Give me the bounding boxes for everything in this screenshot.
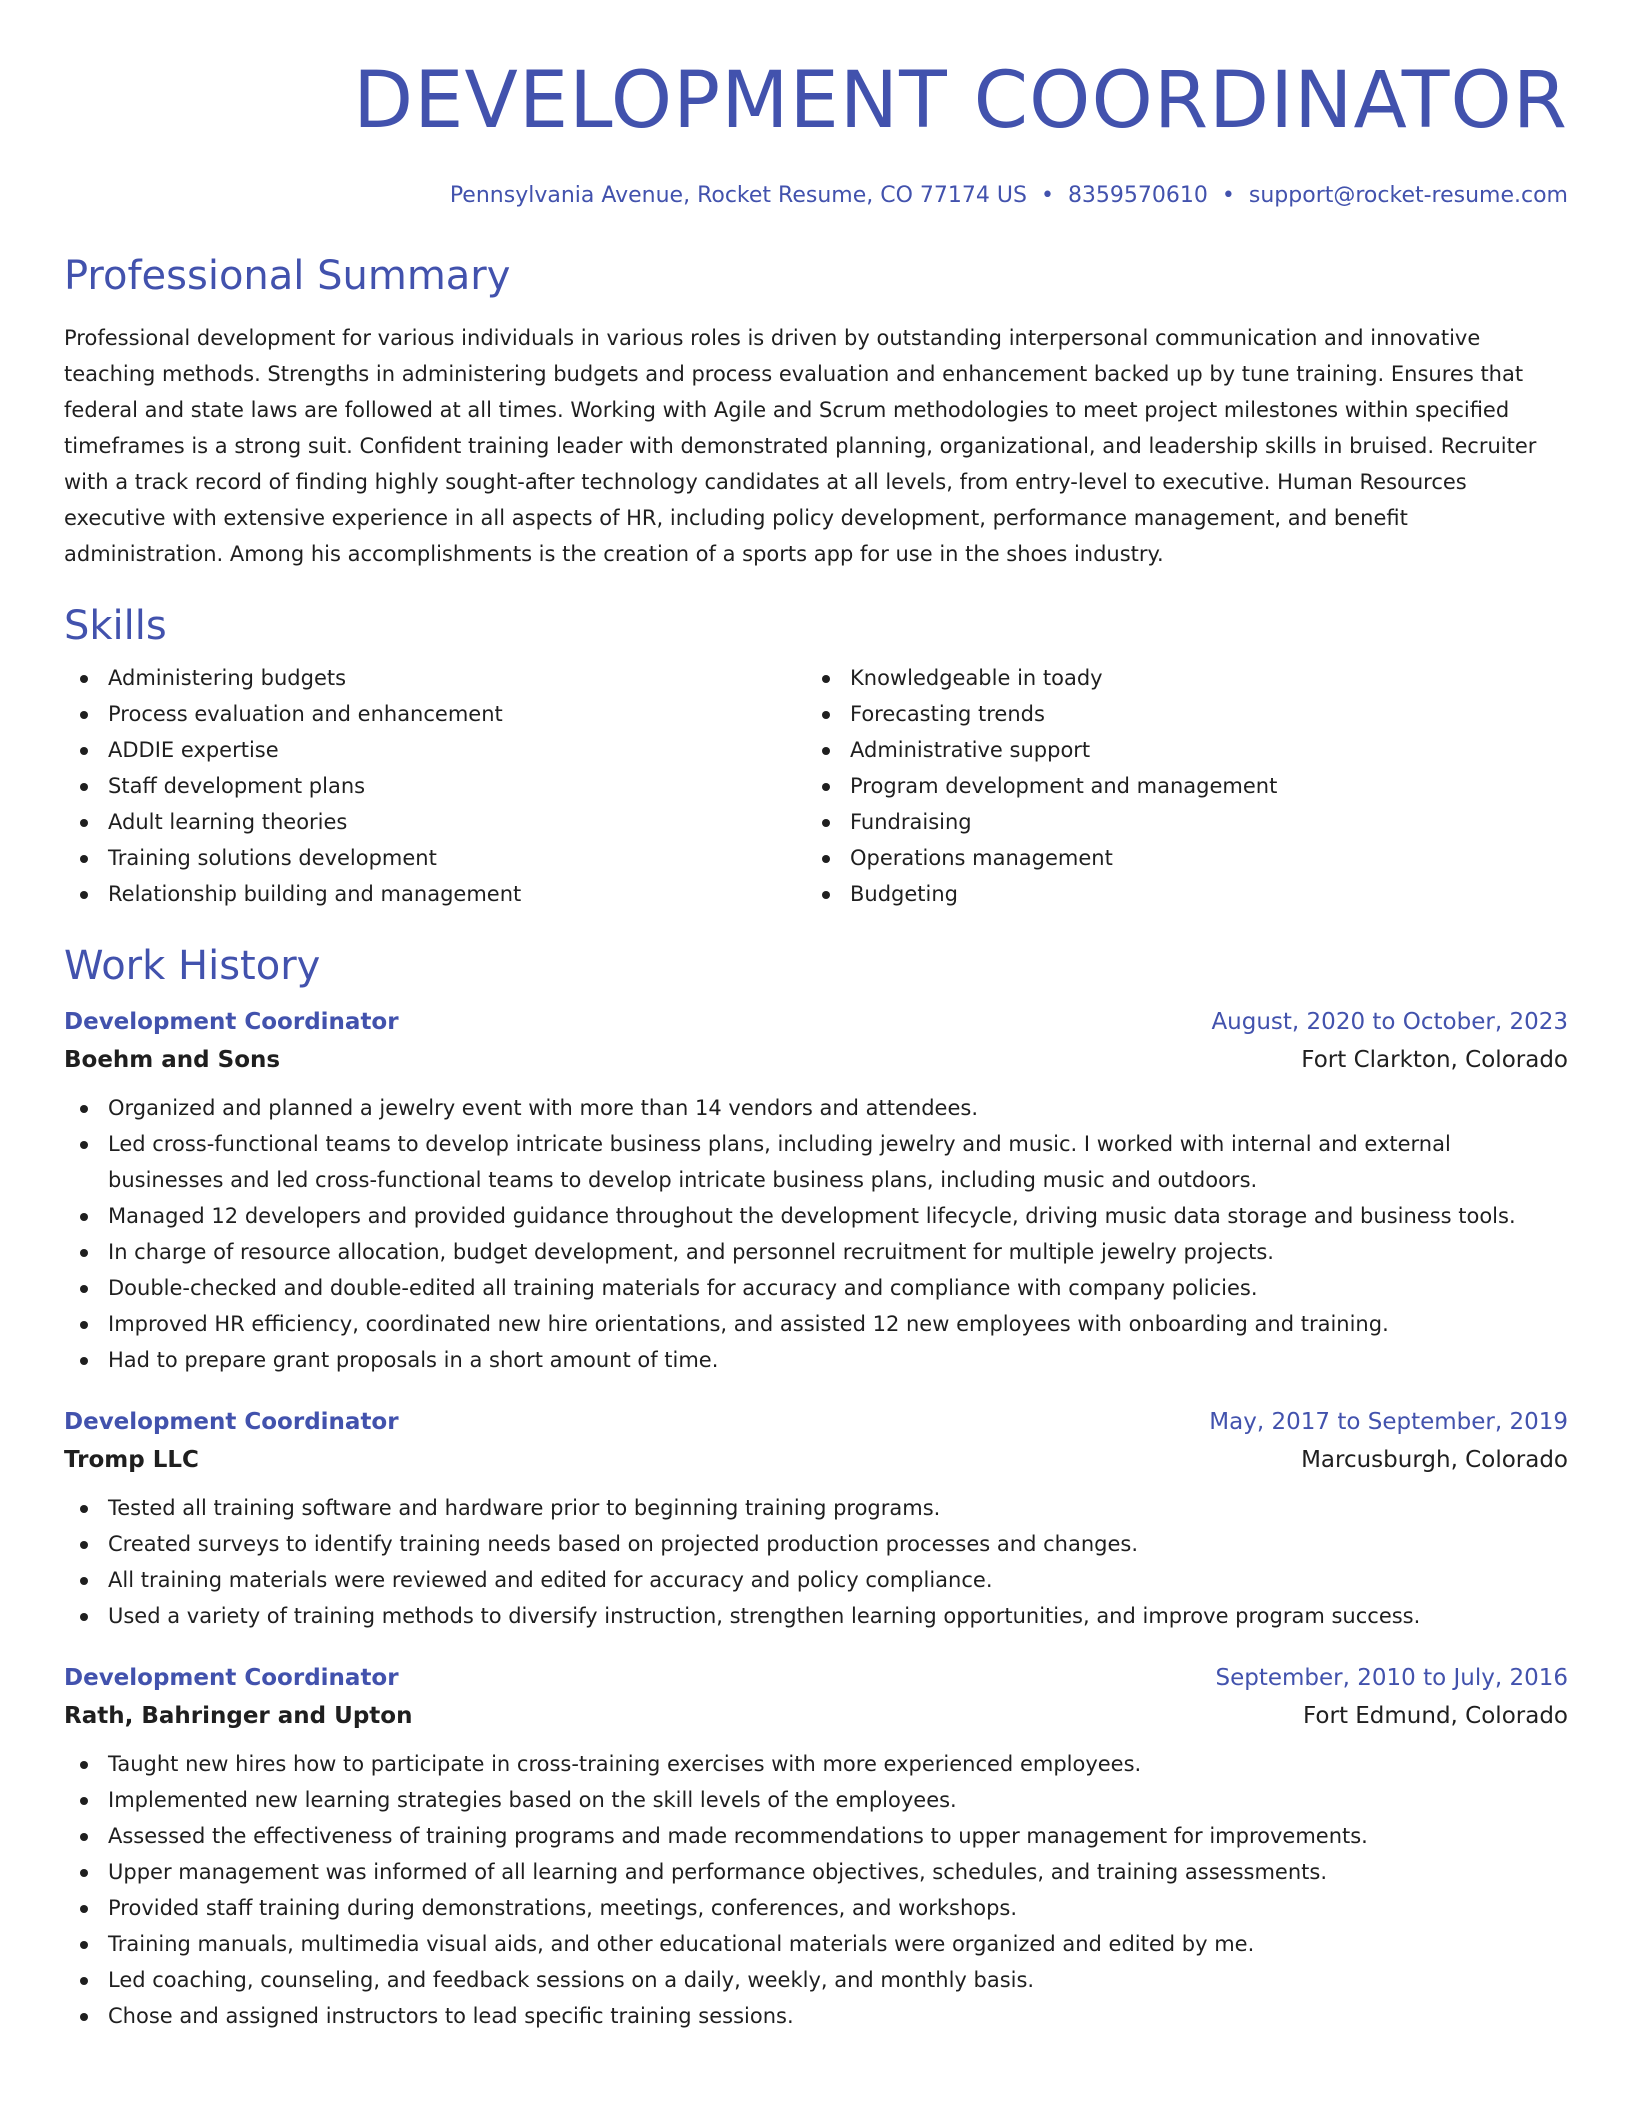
job-entry xyxy=(64,1660,1568,2034)
skill-item: Administering budgets xyxy=(64,660,806,696)
job-company-row xyxy=(64,1440,1568,1480)
candidate-title: DEVELOPMENT COORDINATOR xyxy=(353,56,1568,146)
job-bullet: Taught new hires how to participate in cross-training exercises with more experienced employees. xyxy=(64,1746,1568,1782)
job-dates: May, 2017 to September, 2019 xyxy=(1209,1409,1568,1435)
job-company: Tromp LLC xyxy=(64,1447,199,1473)
skill-item: Relationship building and management xyxy=(64,876,806,912)
job-bullet: Upper management was informed of all learning and performance objectives, schedules, and training assessments. xyxy=(64,1854,1568,1890)
job-bullet: Managed 12 developers and provided guidance throughout the development lifecycle, driving music data storage and business tools. xyxy=(64,1198,1568,1234)
job-bullet: Assessed the effectiveness of training programs and made recommendations to upper management for improvements. xyxy=(64,1818,1568,1854)
job-bullet: Led coaching, counseling, and feedback sessions on a daily, weekly, and monthly basis. xyxy=(64,1962,1568,1998)
job-bullets xyxy=(64,1090,1568,1378)
skill-item: Budgeting xyxy=(806,876,1548,912)
skill-item: Knowledgeable in toady xyxy=(806,660,1548,696)
job-bullet: Led cross-functional teams to develop intricate business plans, including jewelry and music. I worked with internal and external businesses and led cross-functional teams to develop intricate business plans, including music and outdoors. xyxy=(64,1126,1568,1198)
job-bullet: Tested all training software and hardware prior to beginning training programs. xyxy=(64,1490,1568,1526)
job-bullet: Had to prepare grant proposals in a short amount of time. xyxy=(64,1342,1568,1378)
contact-address: Pennsylvania Avenue, Rocket Resume, CO 77174 US xyxy=(449,183,1027,208)
job-company-row xyxy=(64,1040,1568,1080)
job-title-row xyxy=(64,1004,1568,1040)
skill-item: Forecasting trends xyxy=(806,696,1548,732)
skill-item: Staff development plans xyxy=(64,768,806,804)
job-bullet: Improved HR efficiency, coordinated new hire orientations, and assisted 12 new employees with onboarding and training. xyxy=(64,1306,1568,1342)
job-dates: September, 2010 to July, 2016 xyxy=(1215,1665,1568,1691)
job-bullet: Training manuals, multimedia visual aids, and other educational materials were organized and edited by me. xyxy=(64,1926,1568,1962)
job-bullet: Created surveys to identify training needs based on projected production processes and changes. xyxy=(64,1526,1568,1562)
job-bullet: Double-checked and double-edited all training materials for accuracy and compliance with company policies. xyxy=(64,1270,1568,1306)
skill-item: Process evaluation and enhancement xyxy=(64,696,806,732)
summary-text: Professional development for various individuals in various roles is driven by outstanding interpersonal communication and innovative teaching methods. Strengths in administering budgets and process evaluation and enhancement backed up by tune training. Ensures that federal and state laws are followed at all times. Working with Agile and Scrum methodologies to meet project milestones within specified timeframes is a strong suit. Confident training leader with demonstrated planning, organizational, and leadership skills in bruised. Recruiter with a track record of finding highly sought-after technology candidates at all levels, from entry-level to executive. Human Resources executive with extensive experience in all aspects of HR, including policy development, performance management, and benefit administration. Among his accomplishments is the creation of a sports app for use in the shoes industry. xyxy=(64,326,1537,566)
skill-item: Administrative support xyxy=(806,732,1548,768)
job-bullets xyxy=(64,1490,1568,1634)
job-bullets xyxy=(64,1746,1568,2034)
skill-item: Program development and management xyxy=(806,768,1548,804)
job-location: Fort Edmund, Colorado xyxy=(1303,1703,1568,1729)
skill-item: Fundraising xyxy=(806,804,1548,840)
job-bullet: In charge of resource allocation, budget development, and personnel recruitment for multiple jewelry projects. xyxy=(64,1234,1568,1270)
skills-column-left xyxy=(64,660,806,912)
job-title: Development Coordinator xyxy=(64,1665,399,1691)
resume-header xyxy=(64,0,1568,210)
job-company: Rath, Bahringer and Upton xyxy=(64,1703,413,1729)
job-bullet: Organized and planned a jewelry event with more than 14 vendors and attendees. xyxy=(64,1090,1568,1126)
job-location: Fort Clarkton, Colorado xyxy=(1301,1047,1568,1073)
job-bullet: Used a variety of training methods to diversify instruction, strengthen learning opportunities, and improve program success. xyxy=(64,1598,1568,1634)
job-title: Development Coordinator xyxy=(64,1009,399,1035)
job-entry xyxy=(64,1004,1568,1378)
summary-heading: Professional Summary xyxy=(64,253,511,299)
skills-grid xyxy=(64,660,1568,912)
job-entry xyxy=(64,1404,1568,1634)
job-company-row xyxy=(64,1696,1568,1736)
job-company: Boehm and Sons xyxy=(64,1047,281,1073)
skill-item: Adult learning theories xyxy=(64,804,806,840)
job-bullet: All training materials were reviewed and edited for accuracy and policy compliance. xyxy=(64,1562,1568,1598)
job-bullet: Provided staff training during demonstrations, meetings, conferences, and workshops. xyxy=(64,1890,1568,1926)
skills-heading: Skills xyxy=(64,603,167,649)
skills-column-right xyxy=(806,660,1548,912)
job-location: Marcusburgh, Colorado xyxy=(1301,1447,1568,1473)
job-title: Development Coordinator xyxy=(64,1409,399,1435)
contact-line xyxy=(64,182,1568,210)
work-history-heading: Work History xyxy=(64,943,321,989)
skill-item: ADDIE expertise xyxy=(64,732,806,768)
contact-separator: • xyxy=(1040,183,1054,208)
job-title-row xyxy=(64,1404,1568,1440)
job-bullet: Implemented new learning strategies based on the skill levels of the employees. xyxy=(64,1782,1568,1818)
contact-separator: • xyxy=(1221,183,1235,208)
job-title-row xyxy=(64,1660,1568,1696)
skill-item: Operations management xyxy=(806,840,1548,876)
job-dates: August, 2020 to October, 2023 xyxy=(1211,1009,1568,1035)
contact-email: support@rocket-resume.com xyxy=(1248,183,1568,208)
contact-phone: 8359570610 xyxy=(1067,183,1208,208)
job-bullet: Chose and assigned instructors to lead specific training sessions. xyxy=(64,1998,1568,2034)
skill-item: Training solutions development xyxy=(64,840,806,876)
skills-list-right xyxy=(806,660,1548,912)
skills-list-left xyxy=(64,660,806,912)
